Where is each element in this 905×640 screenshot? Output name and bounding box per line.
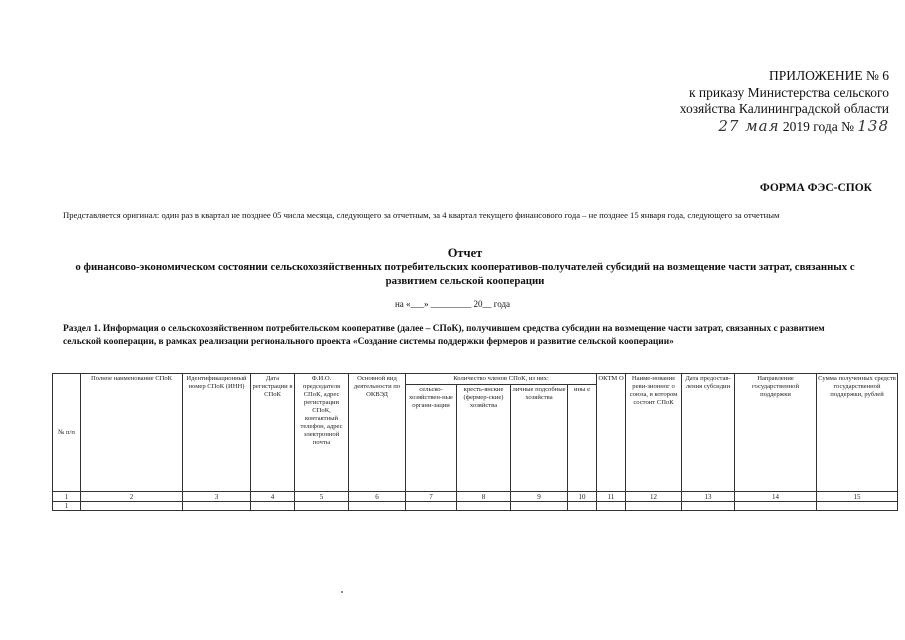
column-number: 4 [251,492,295,502]
column-number: 9 [511,492,568,502]
column-numbers-row [53,492,898,502]
table-cell [457,502,511,511]
table-cell [183,502,251,511]
column-number: 6 [349,492,406,502]
header-registration-date: Дата регистрации в СПоК [251,374,295,492]
year-text: 2019 года № [782,118,854,134]
table-cell [251,502,295,511]
header-members-group: Количество членов СПоК, из них: [406,374,597,385]
header-farm-households: кресть-янские (фермер-ские) хозяйства [457,385,511,492]
appendix-title: ПРИЛОЖЕНИЕ № 6 [768,68,889,83]
column-number: 2 [81,492,183,502]
appendix-date-line [680,118,889,136]
table-cell [511,502,568,511]
table-cell: 1 [53,502,81,511]
handwritten-number: 138 [857,116,889,135]
table-cell [406,502,457,511]
header-inn: Идентификационный номер СПоК (ИНН) [183,374,251,492]
table-row [53,502,898,511]
form-code: ФОРМА ФЭС-СПОК [759,182,872,194]
appendix-ministry-line: хозяйства Калининградской области [679,101,889,116]
header-full-name: Полное наименование СПоК [81,374,183,492]
report-date-line: на «___» _________ 20__ года [394,299,511,309]
table-cell [81,502,183,511]
column-number: 12 [626,492,682,502]
column-number: 11 [597,492,626,502]
table-cell [349,502,406,511]
column-number: 8 [457,492,511,502]
column-number: 10 [568,492,597,502]
handwritten-day: 27 мая [718,116,780,135]
table-cell [817,502,898,511]
cooperative-info-table [52,373,898,511]
column-number: 5 [295,492,349,502]
table-cell [735,502,817,511]
column-number: 15 [817,492,898,502]
column-number: 1 [53,492,81,502]
header-row-number: № п/п [53,374,81,492]
column-number: 7 [406,492,457,502]
column-number: 3 [183,492,251,502]
report-title: Отчет [447,246,483,260]
appendix-block [680,68,889,135]
header-other: ины е [568,385,597,492]
header-support-amount: Сумма полученных средств государственной поддержки, рублей [817,374,898,492]
report-subtitle: о финансово-экономическом состоянии сельскохозяйственных потребительских кооперативов-получателей субсидий на возмещение части затрат, связанных с развитием сельской кооперации [75,261,855,287]
table-cell [626,502,682,511]
header-chairman-contacts: Ф.И.О. председателя СПоК, адрес регистрации СПоК, контактный телефон, адрес электронной почты [295,374,349,492]
appendix-order-line: к приказу Министерства сельского [688,84,889,100]
header-support-direction: Направление государственной поддержки [735,374,817,492]
header-okved: Основной вид деятельности по ОКВЭД [349,374,406,492]
submission-note: Представляется оригинал: один раз в квартал не позднее 05 числа месяца, следующего за отчетным, за 4 квартал текущего финансового года – не позднее 15 января года, следующего за отчетным [63,210,780,220]
section-1-heading: Раздел 1. Информация о сельскохозяйственном потребительском кооперативе (далее – СПоК), получившем средства субсидии на возмещение части затрат, связанных с развитием сельской кооперации, в рамках реализации регионального проекта «Создание системы поддержки фермеров и развитие сельской кооперации» [63,324,825,347]
header-audit-union: Наиме-нование реви-зионног о союза, в котором состоит СПоК [626,374,682,492]
table-cell [295,502,349,511]
report-title-block [60,246,870,288]
header-personal-subsidiary: личные подсобные хозяйства [511,385,568,492]
header-oktmo: ОКТМ О [597,374,626,492]
table-cell [597,502,626,511]
header-subsidy-date: Дата предостав-ления субсидии [682,374,735,492]
column-number: 14 [735,492,817,502]
column-number: 13 [682,492,735,502]
table-cell [682,502,735,511]
table-cell [568,502,597,511]
scan-speck [341,591,343,593]
header-agri-organizations: сельско-хозяйствен-ные органи-зации [406,385,457,492]
